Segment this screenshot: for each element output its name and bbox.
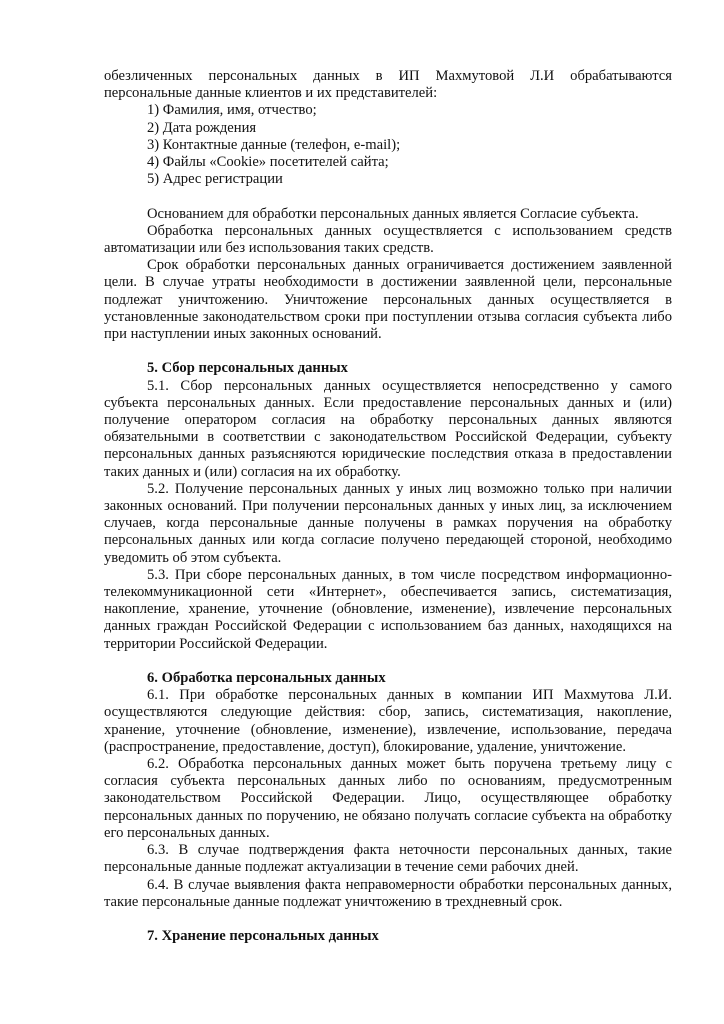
intro-paragraph: обезличенных персональных данных в ИП Махмутовой Л.И обрабатываются персональные данные клиентов и их представителей: [104,68,672,102]
paragraph-6-1: 6.1. При обработке персональных данных в компании ИП Махмутова Л.И. осуществляются следующие действия: сбор, запись, систематизация, накопление, хранение, уточнение (обновление, изменение), извлечение, использование, передача (распространение, предоставление, доступ), блокирование, удаление, уничтожение. [104,687,672,755]
section-5-heading: 5. Сбор персональных данных [147,360,348,377]
paragraph-5-2: 5.2. Получение персональных данных у иных лиц возможно только при наличии законных оснований. При получении персональных данных у иных лиц, за исключением случаев, когда персональные данные получены в рамках поручения на обработку персональных данных или когда согласие получено передающей стороной, необходимо уведомить об этом субъекта. [104,480,672,566]
paragraph-5-3: 5.3. При сборе персональных данных, в том числе посредством информационно-телекоммуникационной сети «Интернет», обеспечивается запись, систематизация, накопление, хранение, уточнение (обновление, изменение), извлечение персональных данных граждан Российской Федерации с использованием баз данных, находящихся на территории Российской Федерации. [104,566,672,652]
basis-paragraph: Основанием для обработки персональных данных является Согласие субъекта. [147,205,639,222]
spacer [104,653,672,670]
automation-paragraph: Обработка персональных данных осуществляется с использованием средств автоматизации или без использования таких средств. [104,222,672,257]
paragraph-6-3: 6.3. В случае подтверждения факта неточности персональных данных, такие персональные данные подлежат актуализации в течение семи рабочих дней. [104,842,672,876]
personal-data-list [104,102,672,188]
term-paragraph: Срок обработки персональных данных ограничивается достижением заявленной цели. В случае утраты необходимости в достижении заявленной цели, персональные подлежат уничтожению. Уничтожение персональных данных осуществляется в установленные законодательством сроки при поступлении отзыва согласия субъекта либо при наступлении иных законных оснований. [104,257,672,343]
document-page [104,68,672,945]
list-item: 5) Адрес регистрации [147,171,283,188]
list-item: 4) Файлы «Cookie» посетителей сайта; [147,154,389,171]
paragraph-6-4: 6.4. В случае выявления факта неправомерности обработки персональных данных, такие персональные данные подлежат уничтожению в трехдневный срок. [104,876,672,910]
paragraph-5-1: 5.1. Сбор персональных данных осуществляется непосредственно у самого субъекта персональных данных. Если предоставление персональных данных и (или) получение оператором согласия на обработку персональных данных являются обязательными в соответствии с законодательством Российской Федерации, субъекту персональных данных разъясняются юридические последствия отказа в предоставлении таких данных и (или) согласия на их обработку. [104,377,672,480]
list-item: 3) Контактные данные (телефон, e-mail); [147,136,401,153]
section-7-heading: 7. Хранение персональных данных [147,928,379,945]
paragraph-6-2: 6.2. Обработка персональных данных может быть поручена третьему лицу с согласия субъекта персональных данных либо по основаниям, предусмотренным законодательством Российской Федерации. Лицо, осуществляющее обработку персональных данных по поручению, не обязано получать согласие субъекта на обработку его персональных данных. [104,756,672,841]
spacer [104,343,672,360]
spacer [104,188,672,205]
spacer [104,911,672,928]
list-item: 1) Фамилия, имя, отчество; [147,102,317,119]
section-6-heading: 6. Обработка персональных данных [147,670,386,687]
list-item: 2) Дата рождения [147,119,257,136]
